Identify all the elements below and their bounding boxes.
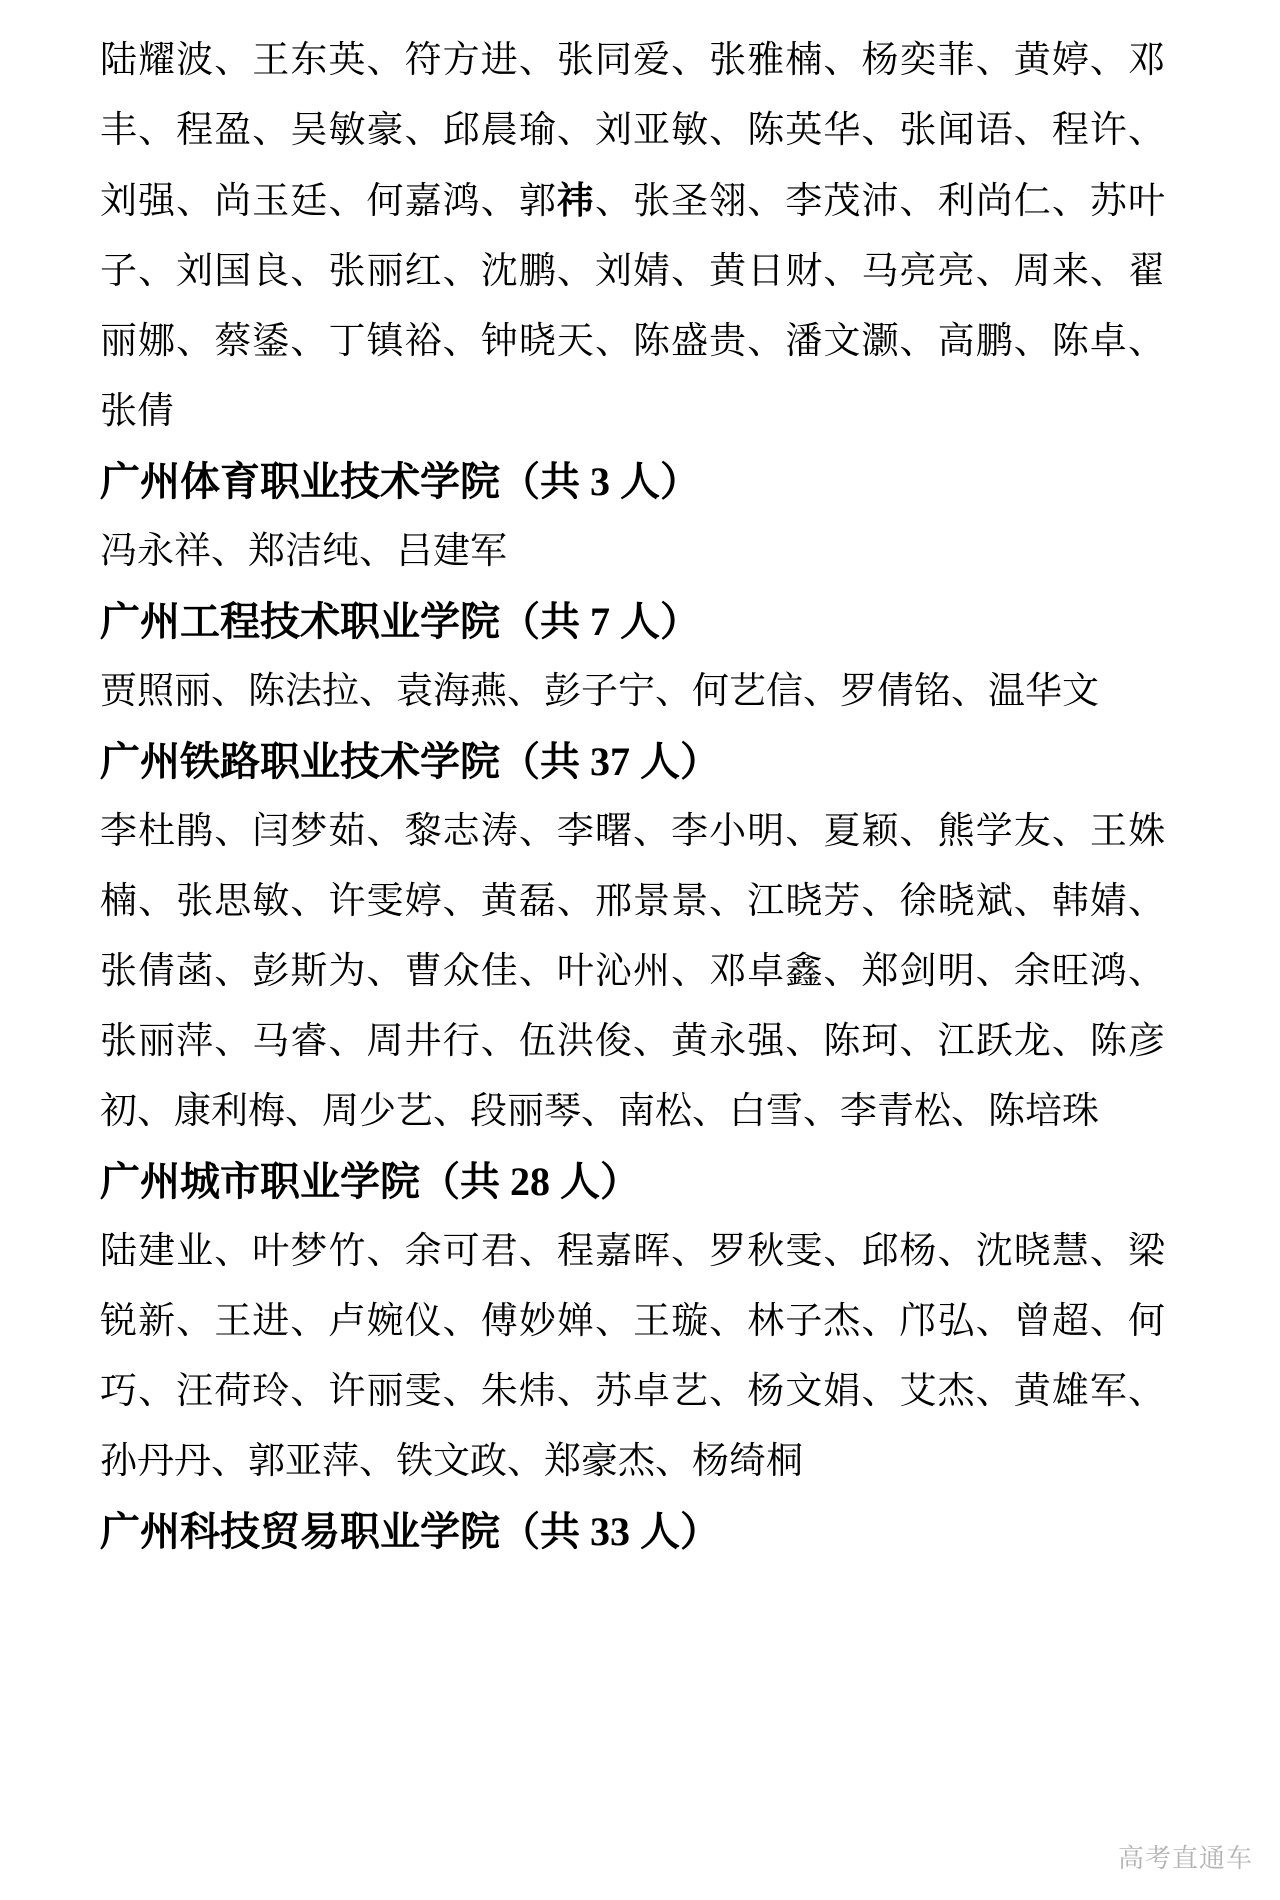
section-sports-college bbox=[100, 447, 1165, 587]
section-heading: 广州城市职业学院（共 28 人） bbox=[100, 1159, 640, 1204]
section-names-paragraph: 李杜鹃、闫梦茹、黎志涛、李曙、李小明、夏颖、熊学友、王姝楠、张思敏、许雯婷、黄磊、邢景景、江晓芳、徐晓斌、韩婧、张倩菡、彭斯为、曹众佳、叶沁州、邓卓鑫、郑剑明、余旺鸿、张丽萍、马睿、周井行、伍洪俊、黄永强、陈珂、江跃龙、陈彦初、康利梅、周少艺、段丽琴、南松、白雪、李青松、陈培珠 bbox=[100, 811, 1165, 1132]
section-names-paragraph: 冯永祥、郑洁纯、吕建军 bbox=[100, 531, 507, 572]
section-engineering-college bbox=[100, 587, 1165, 727]
section-heading: 广州铁路职业技术学院（共 37 人） bbox=[100, 739, 720, 784]
names-continuation-paragraph bbox=[100, 26, 1165, 447]
section-names-paragraph: 贾照丽、陈法拉、袁海燕、彭子宁、何艺信、罗倩铭、温华文 bbox=[100, 671, 1099, 712]
bold-fallback-char: 祎 bbox=[556, 180, 595, 221]
section-heading: 广州科技贸易职业学院（共 33 人） bbox=[100, 1509, 720, 1554]
names-before-bold-char: 陆耀波、王东英、符方进、张同爱、张雅楠、杨奕菲、黄婷、邓丰、程盈、吴敏豪、邱晨瑜、刘亚敏、陈英华、张闻语、程许、刘强、尚玉廷、何嘉鸿、郭 bbox=[100, 40, 1165, 222]
section-names-paragraph: 陆建业、叶梦竹、余可君、程嘉晖、罗秋雯、邱杨、沈晓慧、梁锐新、王进、卢婉仪、傅妙婵、王璇、林子杰、邝弘、曾超、何巧、汪荷玲、许丽雯、朱炜、苏卓艺、杨文娟、艾杰、黄雄军、孙丹丹、郭亚萍、铁文政、郑豪杰、杨绮桐 bbox=[100, 1231, 1165, 1482]
section-tech-trade-college bbox=[100, 1497, 1165, 1567]
section-heading: 广州工程技术职业学院（共 7 人） bbox=[100, 599, 700, 644]
watermark: 高考直通车 bbox=[1117, 1843, 1253, 1873]
section-city-college bbox=[100, 1147, 1165, 1497]
section-railway-college bbox=[100, 727, 1165, 1147]
names-after-bold-char: 、张圣翎、李茂沛、利尚仁、苏叶子、刘国良、张丽红、沈鹏、刘婧、黄日财、马亮亮、周来、翟丽娜、蔡鋈、丁镇裕、钟晓天、陈盛贵、潘文灏、高鹏、陈卓、张倩 bbox=[100, 181, 1166, 432]
section-heading: 广州体育职业技术学院（共 3 人） bbox=[100, 459, 700, 504]
